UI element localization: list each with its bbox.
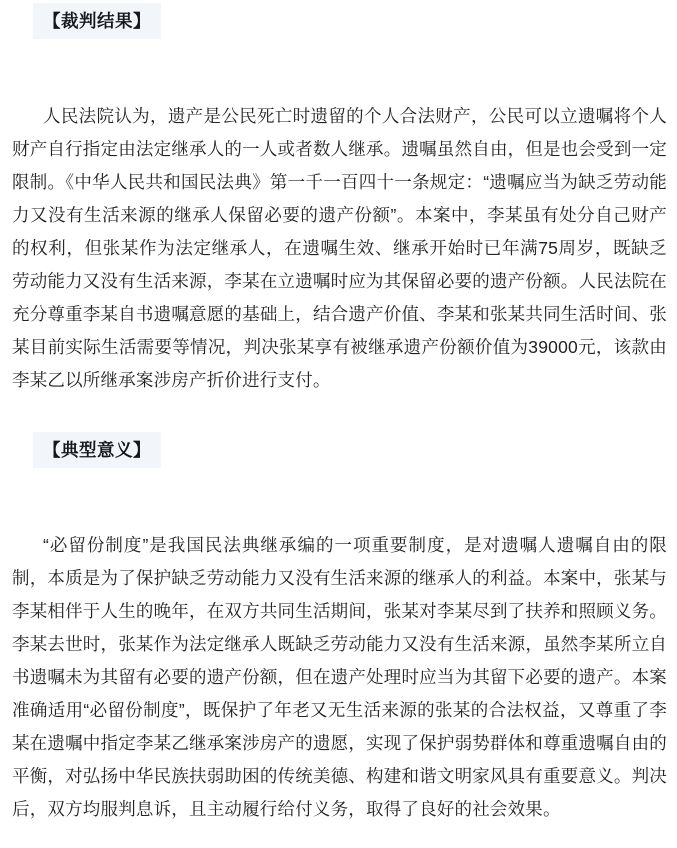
paragraph-typical-significance: “必留份制度”是我国民法典继承编的一项重要制度，是对遗嘱人遗嘱自由的限制，本质是为了保护缺乏劳动能力又没有生活来源的继承人的利益。本案中，张某与李某相伴于人生的晚年，在双方共同生活期间，张某对李某尽到了扶养和照顾义务。李某去世时，张某作为法定继承人既缺乏劳动能力又没有生活来源，虽然李某所立自书遗嘱未为其留有必要的遗产份额，但在遗产处理时应当为其留下必要的遗产。本案准确适用“必留份制度”，既保护了年老又无生活来源的张某的合法权益，又尊重了李某在遗嘱中指定李某乙继承案涉房产的遗愿，实现了保护弱势群体和尊重遗嘱自由的平衡，对弘扬中华民族扶弱助困的传统美德、构建和谐文明家风具有重要意义。判决后，双方均服判息诉，且主动履行给付义务，取得了良好的社会效果。 (12, 535, 667, 819)
paragraph-judgment-result: 人民法院认为，遗产是公民死亡时遗留的个人合法财产，公民可以立遗嘱将个人财产自行指定由法定继承人的一人或者数人继承。遗嘱虽然自由，但是也会受到一定限制。《中华人民共和国民法典》第一千一百四十一条规定：“遗嘱应当为缺乏劳动能力又没有生活来源的继承人保留必要的遗产份额”。本案中，李某虽有处分自己财产的权利，但张某作为法定继承人，在遗嘱生效、继承开始时已年满75周岁，既缺乏劳动能力又没有生活来源，李某在立遗嘱时应为其保留必要的遗产份额。人民法院在充分尊重李某自书遗嘱意愿的基础上，结合遗产价值、李某和张某共同生活时间、张某目前实际生活需要等情况，判决张某享有被继承遗产份额价值为39000元，该款由李某乙以所继承案涉房产折价进行支付。 (12, 106, 667, 390)
section-heading-typical-significance: 【典型意义】 (33, 432, 161, 468)
heading-row (12, 432, 667, 468)
section-heading-judgment-result: 【裁判结果】 (33, 3, 161, 39)
heading-row (12, 3, 667, 39)
section-typical-significance (12, 432, 667, 826)
section-judgment-result (12, 3, 667, 397)
